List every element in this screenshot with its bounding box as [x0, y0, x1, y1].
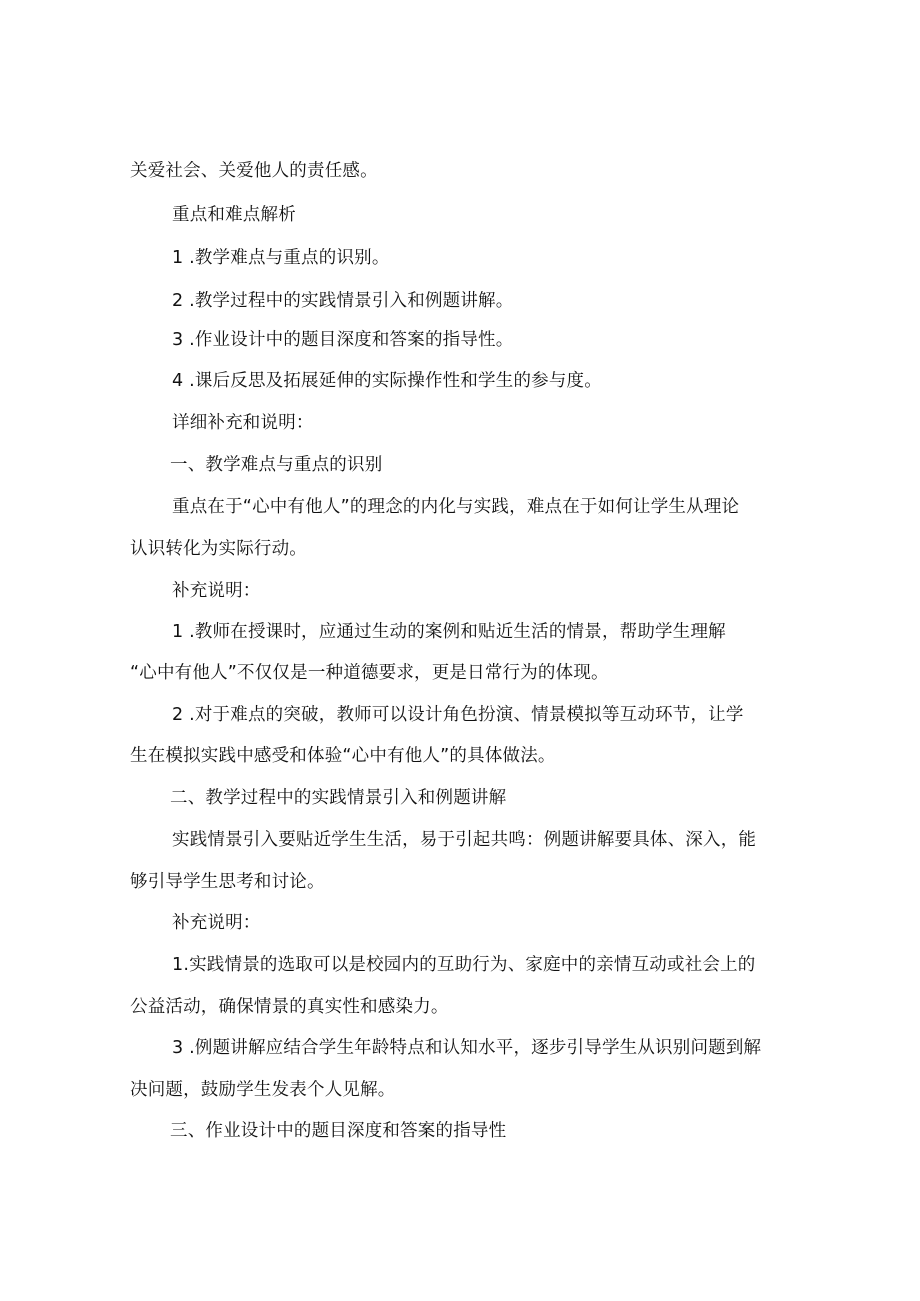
list-item: 2 .对于难点的突破，教师可以设计角色扮演、情景模拟等互动环节，让学 [172, 705, 744, 725]
section-heading: 二、教学过程中的实践情景引入和例题讲解 [170, 788, 507, 808]
section-heading: 重点和难点解析 [172, 205, 296, 225]
section-heading: 详细补充和说明： [172, 413, 314, 433]
section-heading: 补充说明： [172, 913, 261, 933]
section-heading: 补充说明： [172, 581, 261, 601]
paragraph-line: “心中有他人”不仅仅是一种道德要求，更是日常行为的体现。 [130, 663, 609, 683]
paragraph-line: 决问题，鼓励学生发表个人见解。 [130, 1080, 396, 1100]
list-item: 3 .例题讲解应结合学生年龄特点和认知水平，逐步引导学生从识别问题到解 [172, 1038, 762, 1058]
list-item: 2 .教学过程中的实践情景引入和例题讲解。 [172, 291, 514, 311]
paragraph-line: 够引导学生思考和讨论。 [130, 872, 325, 892]
section-heading: 一、教学难点与重点的识别 [170, 455, 383, 475]
paragraph-line: 重点在于“心中有他人”的理念的内化与实践，难点在于如何让学生从理论 [172, 497, 740, 517]
paragraph-line: 关爱社会、关爱他人的责任感。 [130, 161, 378, 181]
paragraph-line: 实践情景引入要贴近学生生活，易于引起共鸣：例题讲解要具体、深入，能 [172, 830, 757, 850]
list-item: 1.实践情景的选取可以是校园内的互助行为、家庭中的亲情互动或社会上的 [172, 955, 756, 975]
list-item: 1 .教师在授课时，应通过生动的案例和贴近生活的情景，帮助学生理解 [172, 622, 726, 642]
paragraph-line: 生在模拟实践中感受和体验“心中有他人”的具体做法。 [130, 746, 556, 766]
paragraph-line: 认识转化为实际行动。 [130, 539, 307, 559]
list-item: 4 .课后反思及拓展延伸的实际操作性和学生的参与度。 [172, 371, 602, 391]
section-heading: 三、作业设计中的题目深度和答案的指导性 [170, 1121, 507, 1141]
paragraph-line: 公益活动，确保情景的真实性和感染力。 [130, 997, 449, 1017]
list-item: 1 .教学难点与重点的识别。 [172, 248, 390, 268]
list-item: 3 .作业设计中的题目深度和答案的指导性。 [172, 330, 514, 350]
